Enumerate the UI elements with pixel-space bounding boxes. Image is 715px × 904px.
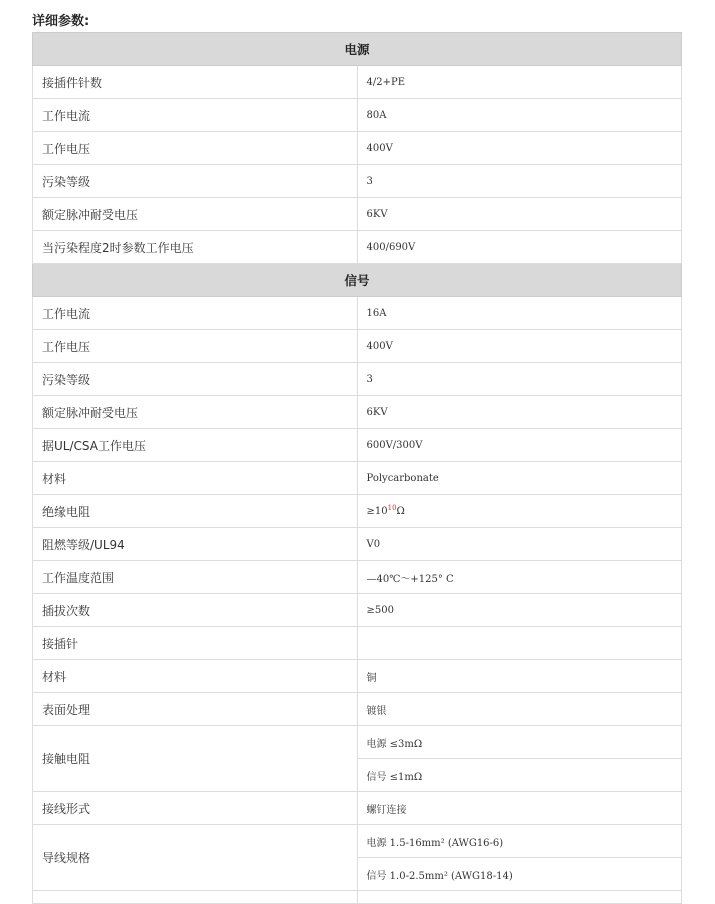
param-label: 工作电压	[33, 132, 358, 165]
param-label: 接插针	[33, 627, 358, 660]
param-value: 80A	[357, 99, 682, 132]
param-label: 额定脉冲耐受电压	[33, 198, 358, 231]
param-label: 工作电流	[33, 297, 358, 330]
table-row	[33, 594, 682, 627]
param-label: 污染等级	[33, 363, 358, 396]
table-row	[33, 297, 682, 330]
param-label: 插拔次数	[33, 594, 358, 627]
empty-cell	[357, 891, 682, 904]
param-label: 工作温度范围	[33, 561, 358, 594]
param-label: 污染等级	[33, 165, 358, 198]
value-exponent: 10	[387, 503, 397, 512]
table-row	[33, 693, 682, 726]
table-row	[33, 726, 682, 759]
param-value: 信号 ≤1mΩ	[357, 759, 682, 792]
param-label: 阻燃等级/UL94	[33, 528, 358, 561]
param-value: 600V/300V	[357, 429, 682, 462]
param-label: 材料	[33, 660, 358, 693]
param-label: 接插件针数	[33, 66, 358, 99]
table-row	[33, 396, 682, 429]
param-value: 6KV	[357, 396, 682, 429]
param-value: 16A	[357, 297, 682, 330]
param-value: 400V	[357, 330, 682, 363]
page-title: 详细参数:	[32, 14, 90, 29]
table-row	[33, 99, 682, 132]
table-row-cutoff	[33, 891, 682, 904]
table-row	[33, 198, 682, 231]
table-row	[33, 528, 682, 561]
section-header-row	[33, 33, 682, 66]
param-value: 铜	[357, 660, 682, 693]
param-label: 当污染程度2时参数工作电压	[33, 231, 358, 264]
table-row	[33, 330, 682, 363]
empty-cell	[33, 891, 358, 904]
param-label: 工作电流	[33, 99, 358, 132]
param-label: 工作电压	[33, 330, 358, 363]
param-label: 材料	[33, 462, 358, 495]
param-value: 3	[357, 363, 682, 396]
table-row	[33, 825, 682, 858]
param-label: 接触电阻	[33, 726, 358, 792]
parameters-table	[32, 32, 682, 904]
param-value-insulation	[357, 495, 682, 528]
param-label: 据UL/CSA工作电压	[33, 429, 358, 462]
table-row	[33, 66, 682, 99]
table-row	[33, 165, 682, 198]
param-label: 接线形式	[33, 792, 358, 825]
param-value: 螺钉连接	[357, 792, 682, 825]
param-value: 6KV	[357, 198, 682, 231]
section-heading-signal: 信号	[33, 264, 682, 297]
param-value: 400/690V	[357, 231, 682, 264]
param-label: 绝缘电阻	[33, 495, 358, 528]
param-label: 导线规格	[33, 825, 358, 891]
section-header-row	[33, 264, 682, 297]
param-label: 表面处理	[33, 693, 358, 726]
table-row	[33, 660, 682, 693]
table-row	[33, 132, 682, 165]
section-heading-power: 电源	[33, 33, 682, 66]
table-row	[33, 363, 682, 396]
table-row	[33, 462, 682, 495]
param-value: 镀银	[357, 693, 682, 726]
param-value: —40℃～+125° C	[357, 561, 682, 594]
param-value: 4/2+PE	[357, 66, 682, 99]
value-prefix: ≥10	[366, 505, 388, 517]
table-row	[33, 495, 682, 528]
param-value: 电源 1.5-16mm² (AWG16-6)	[357, 825, 682, 858]
param-value: 400V	[357, 132, 682, 165]
param-value: Polycarbonate	[357, 462, 682, 495]
param-value: V0	[357, 528, 682, 561]
value-suffix: Ω	[396, 505, 405, 517]
table-row	[33, 627, 682, 660]
param-value	[357, 627, 682, 660]
param-value: 电源 ≤3mΩ	[357, 726, 682, 759]
param-value: 3	[357, 165, 682, 198]
table-row	[33, 429, 682, 462]
param-value: ≥500	[357, 594, 682, 627]
param-label: 额定脉冲耐受电压	[33, 396, 358, 429]
table-row	[33, 231, 682, 264]
param-value: 信号 1.0-2.5mm² (AWG18-14)	[357, 858, 682, 891]
table-row	[33, 792, 682, 825]
table-row	[33, 561, 682, 594]
